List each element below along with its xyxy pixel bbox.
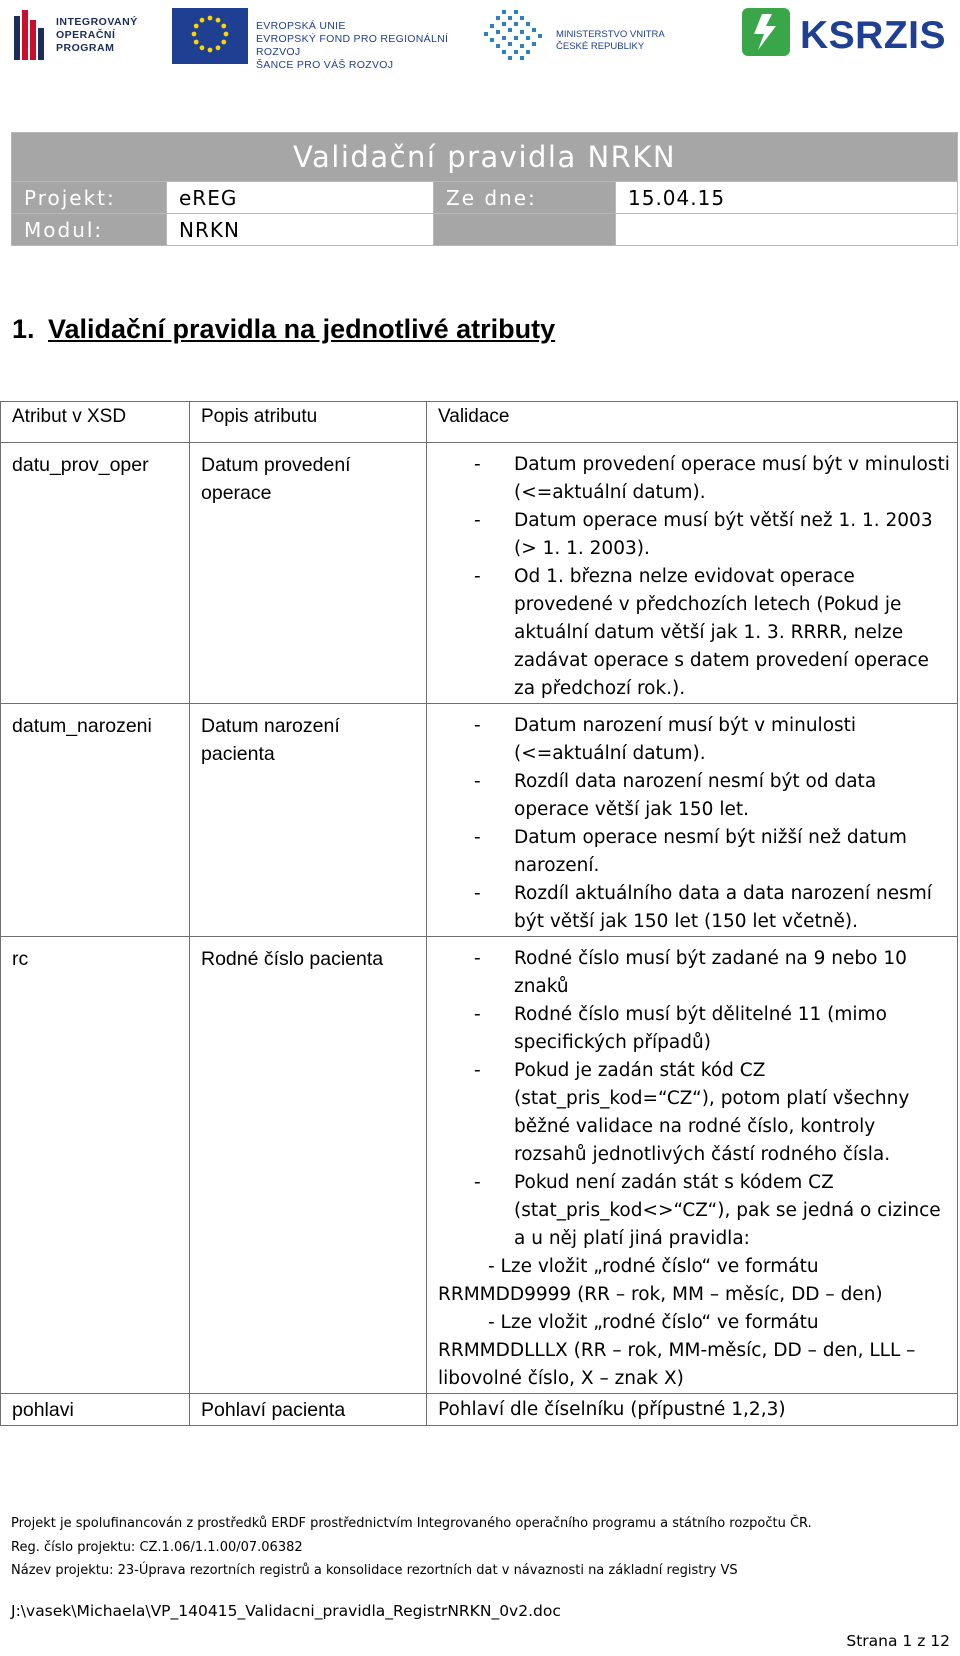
footer-funding: Projekt je spolufinancován z prostředků ERDF prostřednictvím Integrovaného operačního programu a státního rozpočtu ČR.: [11, 1516, 812, 1531]
validation-rule: - Datum provedení operace musí být v minulosti (<=aktuální datum).: [474, 454, 950, 503]
footer-file-path: J:\vasek\Michaela\VP_140415_Validacni_pravidla_RegistrNRKN_0v2.doc: [11, 1602, 561, 1620]
date-label: Ze dne:: [434, 182, 616, 214]
footer-reg-number: Reg. číslo projektu: CZ.1.06/1.1.00/07.06382: [11, 1540, 303, 1555]
validation-rule: - Od 1. března nelze evidovat operace provedené v předchozích letech (Pokud je aktuální datum větší jak 1. 3. RRRR, nelze zadávat operace s datem provedení operace za předchozí rok.).: [474, 566, 929, 699]
mv-text: MINISTERSTVO VNITRA ČESKÉ REPUBLIKY: [556, 29, 665, 52]
mv-dots-icon: [484, 10, 546, 62]
ksrzis-text: KSRZIS: [800, 14, 947, 57]
sub-rule-format-2-detail: RRMMDDLLLX (RR – rok, MM-měsíc, DD – den, LLL – libovolné číslo, X – znak X): [438, 1340, 916, 1389]
iop-bars-icon: [14, 10, 50, 60]
validation-rule: - Rodné číslo musí být dělitelné 11 (mimo specifických případů): [474, 1004, 887, 1053]
validation-rule: - Datum narození musí být v minulosti (<=aktuální datum).: [474, 715, 857, 764]
ksrzis-mark-icon: [742, 8, 790, 56]
iop-text: INTEGROVANÝ OPERAČNÍ PROGRAM: [56, 16, 138, 54]
description-cell: Datum provedení operace: [190, 443, 427, 704]
document-title-block: [11, 132, 958, 246]
table-row: [1, 1394, 958, 1426]
validation-rule: - Pokud není zadán stát s kódem CZ (stat_pris_kod<>“CZ“), pak se jedná o cizince a u něj platí jiná pravidla:: [474, 1172, 941, 1249]
attribute-cell: datu_prov_oper: [1, 443, 190, 704]
section-number: 1.: [12, 314, 35, 344]
sub-rule-format-1: - Lze vložit „rodné číslo“ ve formátu: [488, 1256, 819, 1277]
header-attribute: Atribut v XSD: [1, 402, 190, 443]
section-heading: [12, 314, 555, 345]
description-cell: Pohlaví pacienta: [190, 1394, 427, 1426]
description-cell: Rodné číslo pacienta: [190, 937, 427, 1394]
empty-label-cell: [434, 214, 616, 246]
logo-header: [0, 0, 960, 80]
attribute-cell: datum_narozeni: [1, 704, 190, 937]
date-value: 15.04.15: [616, 182, 958, 214]
validation-rule: - Rozdíl aktuálního data a data narození nesmí být větší jak 150 let (150 let včetně).: [474, 883, 932, 932]
iop-logo: [14, 8, 154, 62]
validation-rule: - Rozdíl data narození nesmí být od data operace větší jak 150 let.: [474, 771, 877, 820]
attribute-cell: pohlavi: [1, 1394, 190, 1426]
sub-rule-format-2: - Lze vložit „rodné číslo“ ve formátu: [488, 1312, 819, 1333]
table-row: [1, 704, 958, 937]
page-number: Strana 1 z 12: [846, 1632, 950, 1650]
modul-label: Modul:: [12, 214, 167, 246]
section-title: Validační pravidla na jednotlivé atributy: [48, 314, 556, 344]
table-header-row: [1, 402, 958, 443]
validation-rule: - Datum operace nesmí být nižší než datum narození.: [474, 827, 907, 876]
validation-cell: [427, 937, 958, 1394]
attribute-cell: rc: [1, 937, 190, 1394]
document-title: Validační pravidla NRKN: [12, 133, 958, 182]
validation-cell: Pohlaví dle číselníku (přípustné 1,2,3): [427, 1394, 958, 1426]
validation-rule: - Rodné číslo musí být zadané na 9 nebo 10 znaků: [474, 948, 907, 997]
modul-value: NRKN: [167, 214, 434, 246]
validation-cell: [427, 704, 958, 937]
eu-logo: [172, 8, 472, 71]
eu-text: EVROPSKÁ UNIE EVROPSKÝ FOND PRO REGIONÁLNÍ ROZVOJ ŠANCE PRO VÁŠ ROZVOJ: [256, 20, 449, 71]
description-cell: Datum narození pacienta: [190, 704, 427, 937]
eu-flag-icon: [172, 8, 248, 64]
validation-cell: [427, 443, 958, 704]
table-row: [1, 443, 958, 704]
empty-value-cell: [616, 214, 958, 246]
projekt-label: Projekt:: [12, 182, 167, 214]
header-description: Popis atributu: [190, 402, 427, 443]
validation-table: [0, 401, 958, 1426]
validation-rule: - Datum operace musí být větší než 1. 1. 2003 (> 1. 1. 2003).: [474, 510, 933, 559]
footer-project-name: Název projektu: 23-Úprava rezortních registrů a konsolidace rezortních dat v návaznosti na základní registry VS: [11, 1563, 738, 1578]
table-row: [1, 937, 958, 1394]
projekt-value: eREG: [167, 182, 434, 214]
sub-rule-format-1-detail: RRMMDD9999 (RR – rok, MM – měsíc, DD – den): [438, 1284, 883, 1305]
ksrzis-logo: [742, 8, 952, 64]
header-validation: Validace: [427, 402, 958, 443]
validation-rule: - Pokud je zadán stát kód CZ (stat_pris_kod=“CZ“), potom platí všechny běžné validace na rodné číslo, kontroly rozsahů jednotlivých částí rodného čísla.: [474, 1060, 910, 1165]
mv-logo: [484, 10, 684, 66]
